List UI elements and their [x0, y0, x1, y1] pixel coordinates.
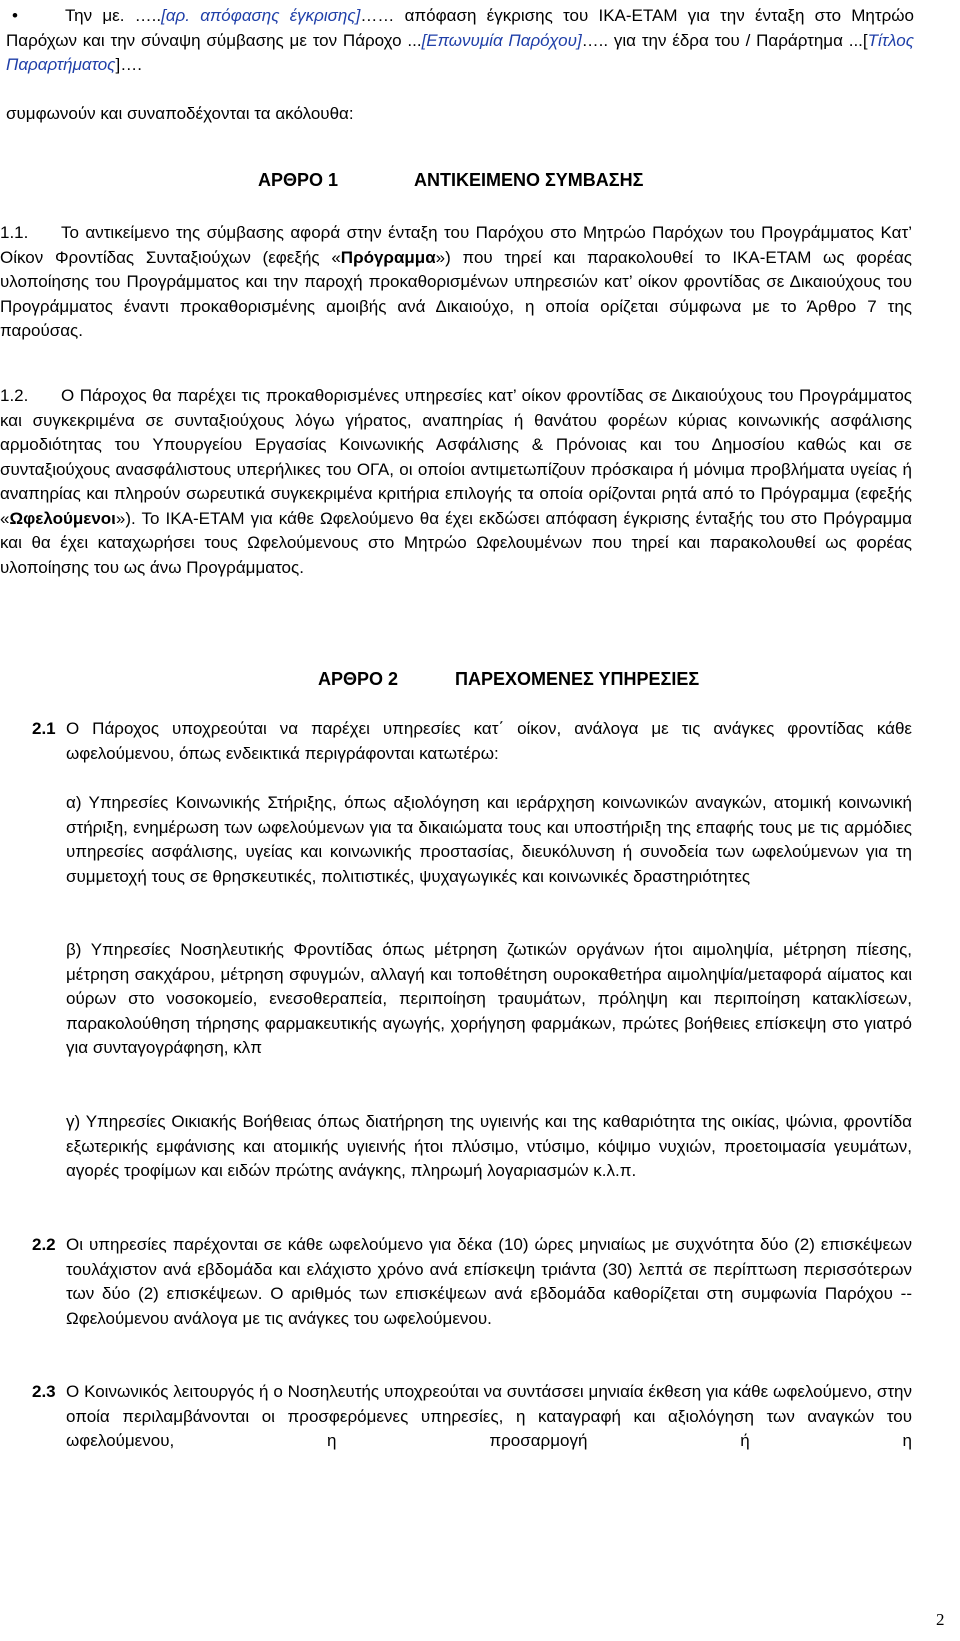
- clause-2-3-number: 2.3: [32, 1382, 56, 1401]
- article-1-title: ΑΝΤΙΚΕΙΜΕΝΟ ΣΥΜΒΑΣΗΣ: [414, 170, 644, 190]
- clause-1-1-part-a: Το αντικείμενο της σύμβασης αφορά στην ένταξη του Παρόχου στο Μητρώο Παρόχων του Προγράμματος Κατ’ Οίκον Φροντίδας Συνταξιούχων (εφεξής «: [0, 223, 912, 267]
- service-a-social-support: α) Υπηρεσίες Κοινωνικής Στήριξης, όπως αξιολόγηση και ιεράρχηση κοινωνικών αναγκών, ατομική κοινωνική στήριξη, ενημέρωση των ωφελούμενων για τα δικαιώματα τους και υποστήριξη της επαφής τους με τις αρμόδιες υπηρεσίες ασφάλισης, υγείας και κοινωνικής προστασίας, διευκόλυνση ή συνοδεία των ωφελούμενων για τη συμμετοχή τους σε θρησκευτικές, πολιτιστικές, ψυχαγωγικές και κοινωνικές δραστηριότητες: [66, 793, 912, 886]
- clause-1-2-number: 1.2.: [0, 386, 29, 405]
- clause-2-2-text: Οι υπηρεσίες παρέχονται σε κάθε ωφελούμενο για δέκα (10) ώρες μηνιαίως με συχνότητα δύο (2) επισκέψεων τουλάχιστον ανά εβδομάδα και ελάχιστο χρόνο ανά επίσκεψη τριάντα (30) λεπτά σε περίπτωση περισσότερων των δύο (2) επισκέψεων. Ο αριθμός των επισκέψεων ανά εβδομάδα καθορίζεται στη συμφωνία Παρόχου -- Ωφελούμενου ανάλογα με τις ανάγκες του ωφελούμενου.: [66, 1235, 912, 1328]
- branch-title-placeholder: Τίτλος Παραρτήματος: [6, 30, 914, 74]
- service-c-home-help: γ) Υπηρεσίες Οικιακής Βοήθειας όπως διατήρηση της υγιεινής και της καθαριότητα της οικίας, ψώνια, φροντίδα εξωτερικής εμφάνισης και ατομικής υγιεινής ήτοι πλύσιμο, ντύσιμο, κόψιμο νυχιών, προετοιμασία γευμάτων, αγορές τροφίμων και ειδών πρώτης ανάγκης, πληρωμή λογαριασμών κ.λ.π.: [66, 1112, 912, 1180]
- article-2-title: ΠΑΡΕΧΟΜΕΝΕΣ ΥΠΗΡΕΣΙΕΣ: [455, 669, 700, 689]
- service-b-nursing-care: β) Υπηρεσίες Νοσηλευτικής Φροντίδας όπως μέτρηση ζωτικών οργάνων ήτοι αιμοληψία, μέτρηση πίεσης, μέτρηση σακχάρου, μέτρηση σφυγμών, αλλαγή και τοποθέτηση ουροκαθετήρα αιμοληψία/μεταφορά αίματος και ούρων στο νοσοκομείο, ενεσοθεραπεία, περιποίηση τραυμάτων, πρόληψη και περιποίηση κατακλίσεων, παρακολούθηση τήρησης φαρμακευτικής αγωγής, χορήγηση φαρμάκων, πρώτες βοήθειες επίσκεψη στο γιατρό για συνταγογράφηση, κλπ: [66, 940, 912, 1057]
- agreement-line: συμφωνούν και συναποδέχονται τα ακόλουθα:: [6, 104, 354, 123]
- intro-text-5: ….. για την έδρα του / Παράρτημα ...[: [581, 30, 868, 50]
- clause-2-1-number: 2.1: [32, 719, 56, 738]
- decision-number-placeholder: [αρ. απόφασης έγκρισης]: [161, 6, 361, 25]
- intro-paragraph: [6, 4, 914, 78]
- intro-text-1: Την με. …..: [65, 6, 162, 25]
- clause-1-1-part-c: ») που τηρεί και παρακολουθεί το ΙΚΑ-ΕΤΑΜ ως φορέας υλοποίησης του Προγράμματος και την παροχή προκαθορισμένων υπηρεσιών κατ’ οίκον φροντίδας σε Δικαιούχους του Προγράμματος έναντι προκαθορισμένης αμοιβής ανά Δικαιούχο, η οποία ορίζεται σύμφωνα με το Άρθρο 7 της παρούσας.: [0, 247, 912, 340]
- clause-2-1-text: Ο Πάροχος υποχρεούται να παρέχει υπηρεσίες κατ΄ οίκον, ανάλογα με τις ανάγκες φροντίδας κάθε ωφελούμενου, όπως ενδεικτικά περιγράφονται κατωτέρω:: [66, 719, 912, 763]
- clause-1-1-number: 1.1.: [0, 223, 29, 242]
- clause-1-2-text: [0, 384, 912, 580]
- intro-text-3: …… απόφαση έγκρισης του ΙΚΑ-ΕΤΑΜ για την ένταξη στο Μητρώο Παρόχων και την σύναψη σύμβασης με τον Πάροχο ...: [6, 6, 914, 50]
- clause-1-2-part-c: »). Το ΙΚΑ-ΕΤΑΜ για κάθε Ωφελούμενο θα έχει εκδώσει απόφαση έγκρισης ένταξής του στο Πρόγραμμα και θα έχει καταχωρήσει τους Ωφελούμενους στο Μητρώο Ωφελουμένων που τηρεί και παρακολουθεί ως φορέας υλοποίησης του ως άνω Προγράμματος.: [0, 508, 912, 577]
- clause-2-2-number: 2.2: [32, 1235, 56, 1254]
- term-ofeloumenoi: Ωφελούμενοι: [9, 508, 116, 528]
- clause-1-2-part-a: Ο Πάροχος θα παρέχει τις προκαθορισμένες υπηρεσίες κατ’ οίκον φροντίδας σε Δικαιούχους του Προγράμματος και συγκεκριμένα σε συνταξιούχους λόγω γήρατος, αναπηρίας ή θανάτου φορέων κύριας κοινωνικής ασφάλισης αρμοδιότητας του Υπουργείου Εργασίας Κοινωνικής Ασφάλισης & Πρόνοιας και του Δημοσίου καθώς και σε συνταξιούχους ανασφάλιστους υπερήλικες του ΟΓΑ, οι οποίοι αντιμετωπίζουν πρόσκαιρα ή μόνιμα προβλήματα υγείας ή αναπηρίας και πληρούν σωρευτικά συγκεκριμένα κριτήρια επιλογής τα οποία ορίζονται ρητά από το Πρόγραμμα (εφεξής «: [0, 386, 912, 528]
- provider-name-placeholder: [Επωνυμία Παρόχου]: [421, 30, 582, 50]
- intro-text-7: ]….: [115, 55, 142, 74]
- bullet-icon: •: [12, 6, 18, 25]
- article-1-label: ΑΡΘΡΟ 1: [258, 170, 339, 190]
- page-number: 2: [936, 1610, 945, 1629]
- clause-2-3-text: Ο Κοινωνικός λειτουργός ή ο Νοσηλευτής υποχρεούται να συντάσσει μηνιαία έκθεση για κάθε ωφελούμενο, στην οποία περιλαμβάνονται οι προσφερόμενες υπηρεσίες, η καταγραφή και αξιολόγηση των αναγκών του ωφελούμενου, η προσαρμογή ή η: [66, 1382, 912, 1450]
- term-programma: Πρόγραμμα: [340, 247, 436, 267]
- article-2-label: ΑΡΘΡΟ 2: [318, 669, 399, 689]
- clause-1-1-text: [0, 221, 912, 344]
